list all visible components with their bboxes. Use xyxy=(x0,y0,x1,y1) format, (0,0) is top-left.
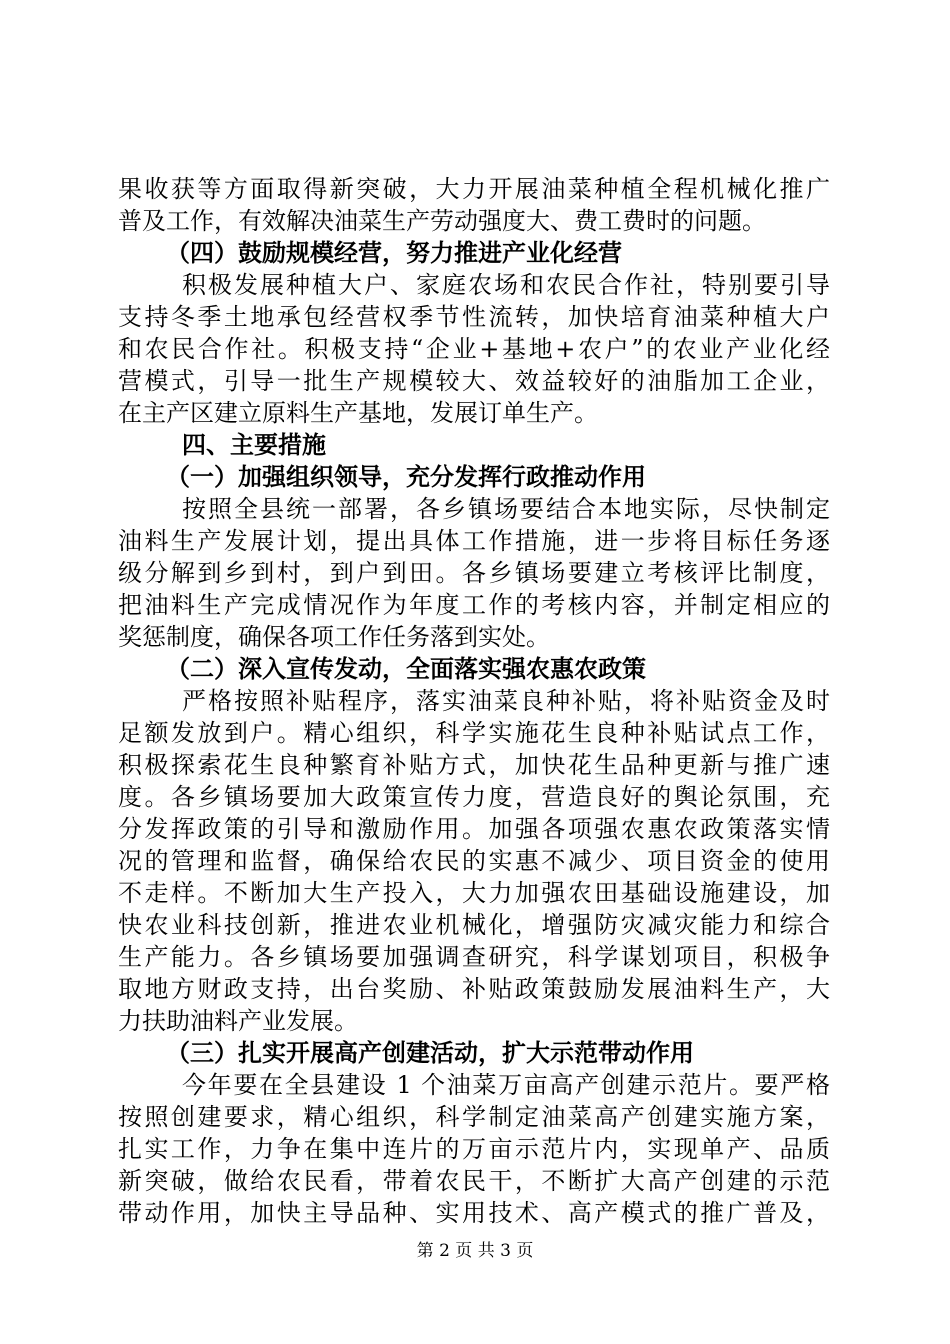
text-line: 今年要在全县建设 1 个油菜万亩高产创建示范片。要严格 xyxy=(182,1071,830,1099)
text-line: 按照创建要求，精心组织，科学制定油菜高产创建实施方案， xyxy=(118,1103,830,1131)
text-line: 按照全县统一部署，各乡镇场要结合本地实际，尽快制定 xyxy=(182,495,830,523)
text-line: 奖惩制度，确保各项工作任务落到实处。 xyxy=(118,623,550,651)
text-line: 级分解到乡到村，到户到田。各乡镇场要建立考核评比制度， xyxy=(118,559,830,587)
text-line: 营模式，引导一批生产规模较大、效益较好的油脂加工企业， xyxy=(118,367,830,395)
text-line: 带动作用，加快主导品种、实用技术、高产模式的推广普及， xyxy=(118,1199,830,1227)
section-heading: （三）扎实开展高产创建活动，扩大示范带动作用 xyxy=(166,1038,694,1067)
text-line: 把油料生产完成情况作为年度工作的考核内容，并制定相应的 xyxy=(118,591,830,619)
section-heading: （二）深入宣传发动，全面落实强农惠农政策 xyxy=(166,654,646,683)
text-line: 扎实工作，力争在集中连片的万亩示范片内，实现单产、品质 xyxy=(118,1135,830,1163)
text-line: 在主产区建立原料生产基地，发展订单生产。 xyxy=(118,399,598,427)
text-line: 支持冬季土地承包经营权季节性流转，加快培育油菜种植大户 xyxy=(118,303,830,331)
text-line: 积极探索花生良种繁育补贴方式，加快花生品种更新与推广速 xyxy=(118,751,830,779)
text-line: 分发挥政策的引导和激励作用。加强各项强农惠农政策落实情 xyxy=(118,815,830,843)
document-body xyxy=(118,173,830,1229)
section-heading: （一）加强组织领导，充分发挥行政推动作用 xyxy=(166,462,646,491)
text-line: 生产能力。各乡镇场要加强调查研究，科学谋划项目，积极争 xyxy=(118,943,830,971)
text-line: 取地方财政支持，出台奖励、补贴政策鼓励发展油料生产，大 xyxy=(118,975,830,1003)
text-line: 力扶助油料产业发展。 xyxy=(118,1007,358,1035)
text-line: 积极发展种植大户、家庭农场和农民合作社，特别要引导 xyxy=(182,271,830,299)
text-line: 果收获等方面取得新突破，大力开展油菜种植全程机械化推广 xyxy=(118,175,830,203)
text-line: 普及工作，有效解决油菜生产劳动强度大、费工费时的问题。 xyxy=(118,207,766,235)
section-heading: （四）鼓励规模经营，努力推进产业化经营 xyxy=(166,238,622,267)
text-line: 新突破，做给农民看，带着农民干，不断扩大高产创建的示范 xyxy=(118,1167,830,1195)
text-line: 度。各乡镇场要加大政策宣传力度，营造良好的舆论氛围，充 xyxy=(118,783,830,811)
text-line: 况的管理和监督，确保给农民的实惠不减少、项目资金的使用 xyxy=(118,847,830,875)
text-line: 严格按照补贴程序，落实油菜良种补贴，将补贴资金及时 xyxy=(182,687,830,715)
text-line: 快农业科技创新，推进农业机械化，增强防灾减灾能力和综合 xyxy=(118,911,830,939)
text-line: 油料生产发展计划，提出具体工作措施，进一步将目标任务逐 xyxy=(118,527,830,555)
text-line: 和农民合作社。积极支持“企业+基地+农户”的农业产业化经 xyxy=(118,335,830,363)
section-heading: 四、主要措施 xyxy=(182,430,326,459)
page-footer: 第 2 页 共 3 页 xyxy=(416,1241,534,1261)
text-line: 足额发放到户。精心组织，科学实施花生良种补贴试点工作， xyxy=(118,719,830,747)
text-line: 不走样。不断加大生产投入，大力加强农田基础设施建设，加 xyxy=(118,879,830,907)
